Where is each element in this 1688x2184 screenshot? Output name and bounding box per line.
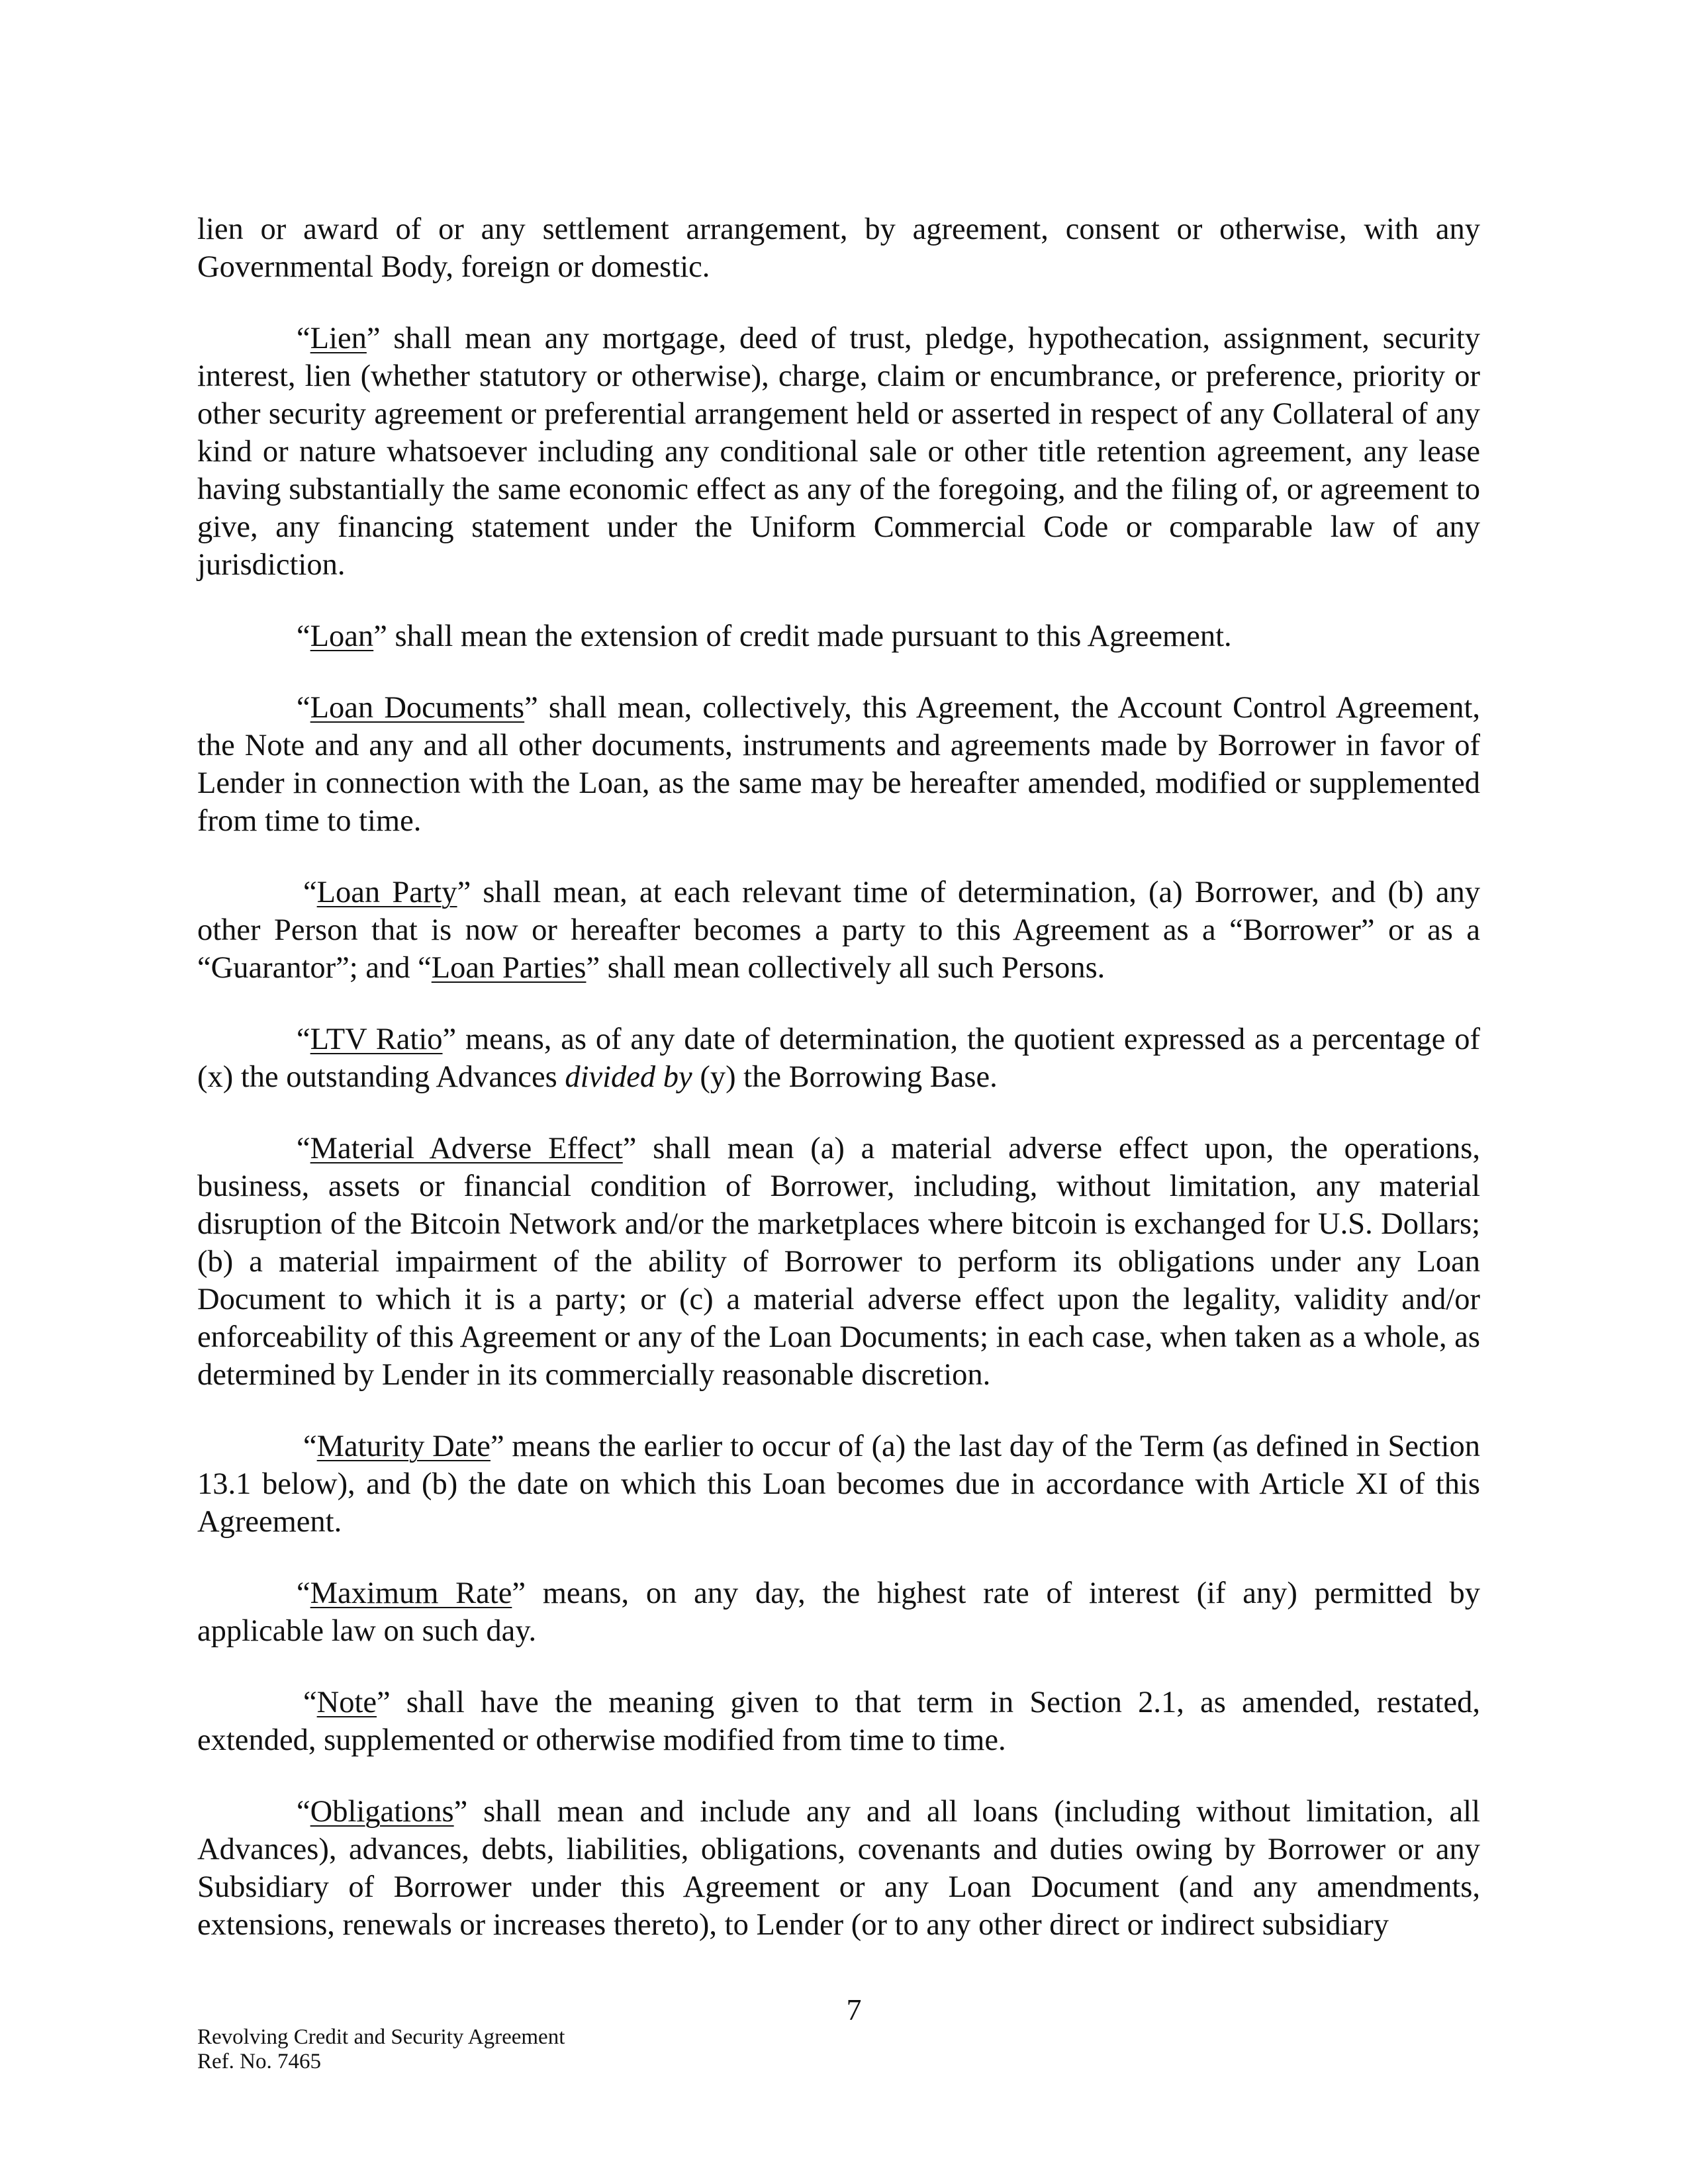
definition-maturity-date: [197, 1428, 1480, 1541]
defined-term: LTV Ratio: [310, 1023, 443, 1056]
definition-note: [197, 1684, 1480, 1759]
definition-text: shall mean any mortgage, deed of trust, pledge, hypothecation, assignment, security interest, lien (whether statutory or otherwise), charge, claim or encumbrance, or preference, priority or other security agreement or preferential arrangement held or asserted in respect of any Collateral of any kind or nature whatsoever including any conditional sale or other title retention agreement, any lease having substantially the same economic effect as any of the foregoing, and the filing of, or agreement to give, any financing statement under the Uniform Commercial Code or comparable law of any jurisdiction.: [197, 322, 1480, 582]
definition-text: means the earlier to occur of (a) the last day of the Term (as defined in Section 13.1 below), and (b) the date on which this Loan becomes due in accordance with Article XI of this Agreement.: [197, 1430, 1480, 1539]
defined-term: Loan Documents: [310, 691, 525, 725]
paragraph-continuation: [197, 210, 1480, 286]
document-body: [197, 210, 1480, 1978]
definition-material-adverse-effect: [197, 1130, 1480, 1394]
definition-obligations: [197, 1793, 1480, 1944]
close-quote: ”: [453, 1795, 468, 1829]
definition-text: shall have the meaning given to that term in Section 2.1, as amended, restated, extended, supplemented or otherwise modified from time to time.: [197, 1686, 1480, 1757]
page-number: 7: [846, 1993, 862, 2026]
definition-text: shall mean, collectively, this Agreement, the Account Control Agreement, the Note and any and all other documents, instruments and agreements made by Borrower in favor of Lender in connection with the Loan, as the same may be hereafter amended, modified or supplemented from time to time.: [197, 691, 1480, 838]
close-quote: ”: [622, 1132, 637, 1165]
close-quote: ”: [490, 1430, 504, 1463]
definition-text: shall mean and include any and all loans (including without limitation, all Advances), advances, debts, liabilities, obligations, covenants and duties owing by Borrower or any Subsidiary of Borrower under this Agreement or any Loan Document (and any amendments, extensions, renewals or increases thereto), to Lender (or to any other direct or indirect subsidiary: [197, 1795, 1480, 1942]
close-quote: ”: [373, 619, 387, 653]
open-quote: “: [297, 619, 310, 653]
open-quote: “: [303, 1686, 317, 1719]
definition-loan: [197, 617, 1480, 655]
defined-term: Note: [316, 1686, 377, 1719]
definition-text: (y) the Borrowing Base.: [692, 1060, 998, 1094]
defined-term: Maximum Rate: [310, 1576, 512, 1610]
paragraph-text: lien or award of or any settlement arrangement, by agreement, consent or otherwise, with any Governmental Body, foreign or domestic.: [197, 212, 1480, 284]
definition-text: means, as of any date of determination, the quotient expressed as a percentage of (x) the outstanding Advances: [197, 1023, 1480, 1094]
definition-text: shall mean, at each relevant time of determination, (a) Borrower, and (b) any other Person that is now or hereafter becomes a party to this Agreement as a “Borrower” or as a “Guarantor”; and “: [197, 876, 1480, 985]
open-quote: “: [297, 322, 310, 355]
definition-text: ” shall mean collectively all such Persons.: [586, 951, 1105, 985]
open-quote: “: [297, 1132, 310, 1165]
definition-text: means, on any day, the highest rate of interest (if any) permitted by applicable law on such day.: [197, 1576, 1480, 1648]
definition-text: shall mean (a) a material adverse effect upon, the operations, business, assets or financial condition of Borrower, including, without limitation, any material disruption of the Bitcoin Network and/or the marketplaces where bitcoin is exchanged for U.S. Dollars; (b) a material impairment of the ability of Borrower to perform its obligations under any Loan Document to which it is a party; or (c) a material adverse effect upon the legality, validity and/or enforceability of this Agreement or any of the Loan Documents; in each case, when taken as a whole, as determined by Lender in its commercially reasonable discretion.: [197, 1132, 1480, 1392]
definition-loan-party: [197, 874, 1480, 987]
close-quote: ”: [524, 691, 538, 725]
definition-loan-documents: [197, 689, 1480, 840]
open-quote: “: [297, 1795, 310, 1829]
defined-term: Lien: [310, 322, 367, 355]
definition-ltv-ratio: [197, 1021, 1480, 1096]
open-quote: “: [297, 1023, 310, 1056]
close-quote: ”: [512, 1576, 526, 1610]
definition-text: shall mean the extension of credit made pursuant to this Agreement.: [387, 619, 1232, 653]
close-quote: ”: [442, 1023, 457, 1056]
open-quote: “: [297, 691, 310, 725]
defined-term: Obligations: [310, 1795, 454, 1829]
defined-term: Loan: [310, 619, 374, 653]
footer-title: Revolving Credit and Security Agreement: [197, 2025, 565, 2049]
open-quote: “: [303, 876, 317, 909]
defined-term: Loan Parties: [431, 951, 586, 985]
italic-text: divided by: [565, 1060, 692, 1094]
close-quote: ”: [457, 876, 471, 909]
document-footer: [197, 2025, 565, 2074]
defined-term: Maturity Date: [316, 1430, 491, 1463]
defined-term: Loan Party: [316, 876, 457, 909]
close-quote: ”: [366, 322, 381, 355]
open-quote: “: [303, 1430, 317, 1463]
footer-ref: Ref. No. 7465: [197, 2050, 321, 2073]
definition-lien: [197, 320, 1480, 584]
open-quote: “: [297, 1576, 310, 1610]
definition-maximum-rate: [197, 1574, 1480, 1650]
defined-term: Material Adverse Effect: [310, 1132, 623, 1165]
close-quote: ”: [377, 1686, 391, 1719]
